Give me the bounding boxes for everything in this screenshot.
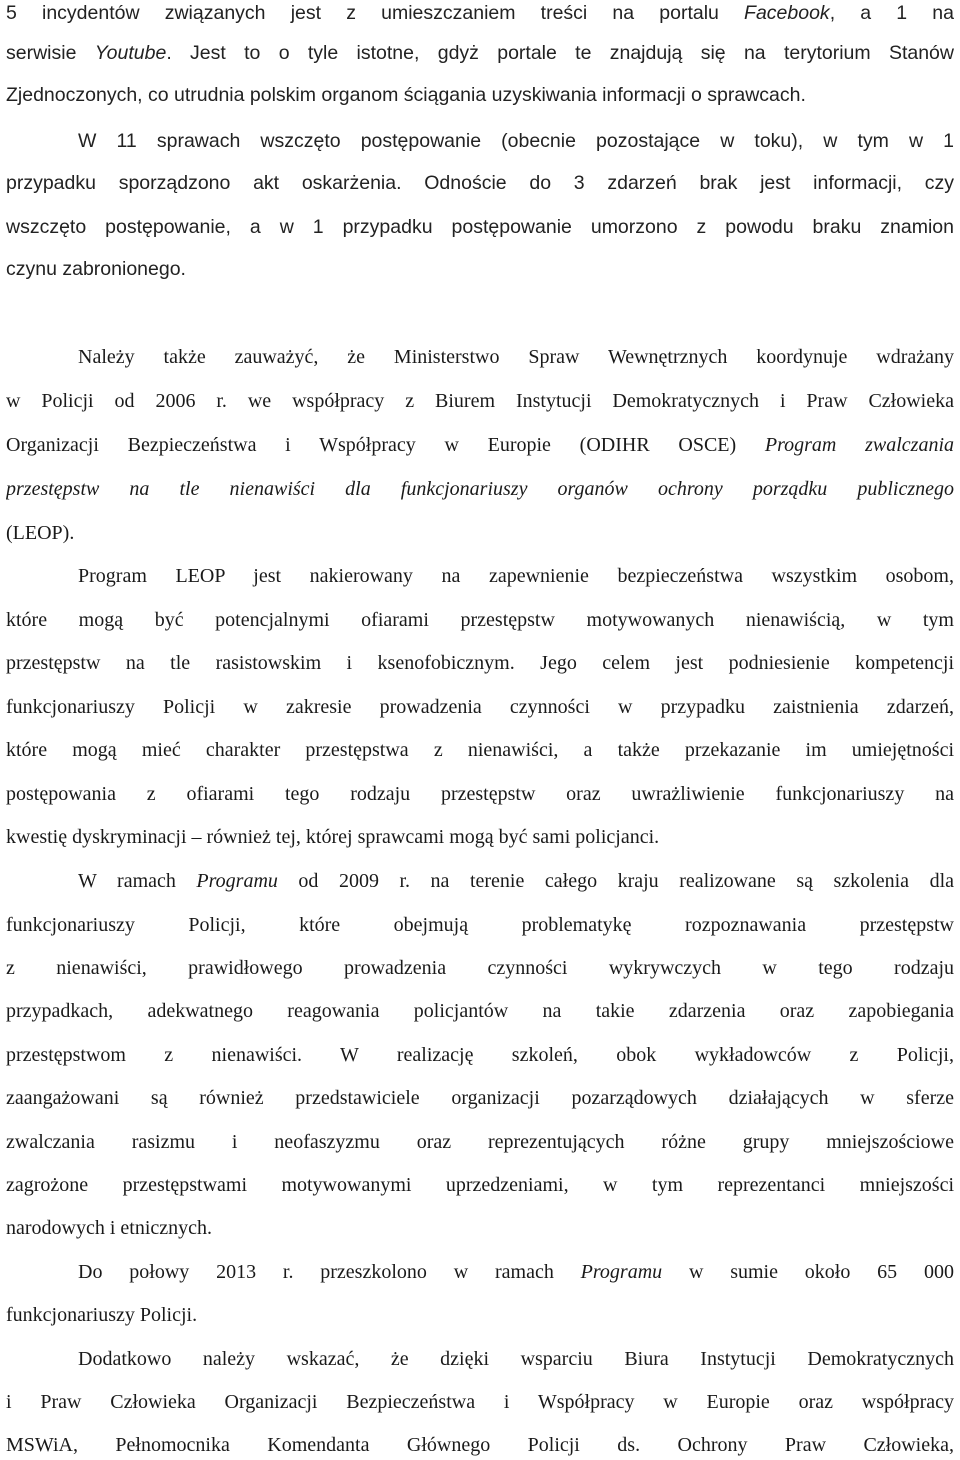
- text-span: Organizacji Bezpieczeństwa i Współpracy w Europie (ODIHR OSCE): [6, 434, 765, 456]
- text-line: MSWiA, Pełnomocnika Komendanta Głównego Policji ds. Ochrony Praw Człowieka,: [6, 1434, 954, 1456]
- italic-text: Programu: [196, 870, 278, 892]
- text-line: funkcjonariuszy Policji w zakresie prowadzenia czynności w przypadku zaistnienia zdarzeń,: [6, 696, 954, 718]
- text-line: przestępstwom z nienawiści. W realizację szkoleń, obok wykładowców z Policji,: [6, 1044, 954, 1066]
- text-line: [78, 866, 954, 896]
- text-line: postępowania z ofiarami tego rodzaju przestępstw oraz uwrażliwienie funkcjonariuszy na: [6, 783, 954, 805]
- text-span: w Policji od 2006 r.: [6, 390, 227, 412]
- text-line: Program LEOP jest nakierowany na zapewnienie bezpieczeństwa wszystkim osobom,: [78, 565, 954, 587]
- text-span: W ramach: [78, 870, 197, 892]
- text-line: i Praw Człowieka Organizacji Bezpieczeństwa i Współpracy w Europie oraz współpracy: [6, 1391, 954, 1413]
- text-line: [6, 474, 954, 504]
- italic-text: Program zwalczania: [764, 434, 954, 456]
- text-span: we współpracy z Biurem Instytucji Demokratycznych i Praw Człowieka: [226, 390, 954, 412]
- text-line: kwestię dyskryminacji – również tej, której sprawcami mogą być sami policjanci.: [6, 826, 660, 848]
- text-line: [6, 430, 954, 460]
- text-line: (LEOP).: [6, 522, 75, 544]
- text-line: Dodatkowo należy wskazać, że dzięki wsparciu Biura Instytucji Demokratycznych: [78, 1348, 954, 1370]
- text-line: wszczęto postępowanie, a w 1 przypadku postępowanie umorzono z powodu braku znamion: [6, 216, 954, 238]
- text-line: zagrożone przestępstwami motywowanymi uprzedzeniami, w tym reprezentanci mniejszości: [6, 1174, 954, 1196]
- text-line: przestępstw na tle rasistowskim i ksenofobicznym. Jego celem jest podniesienie kompetencji: [6, 652, 954, 674]
- text-line: narodowych i etnicznych.: [6, 1217, 213, 1239]
- text-line: zwalczania rasizmu i neofaszyzmu oraz reprezentujących różne grupy mniejszościowe: [6, 1131, 954, 1153]
- text-span: serwisie: [6, 42, 95, 64]
- text-span: , a 1 na: [829, 2, 954, 24]
- text-line: [6, 38, 954, 68]
- text-span: od 2009 r. na terenie całego kraju realizowane są szkolenia dla: [277, 870, 954, 892]
- text-line: z nienawiści, prawidłowego prowadzenia czynności wykrywczych w tego rodzaju: [6, 957, 954, 979]
- text-line: przypadkach, adekwatnego reagowania policjantów na takie zdarzenia oraz zapobiegania: [6, 1000, 954, 1022]
- text-line: W 11 sprawach wszczęto postępowanie (obecnie pozostające w toku), w tym w 1: [78, 130, 954, 152]
- text-line: czynu zabronionego.: [6, 258, 186, 280]
- italic-text: Youtube: [94, 42, 167, 64]
- text-span: w sumie około 65 000: [662, 1261, 954, 1283]
- text-span: . Jest to o tyle istotne, gdyż portale te znajdują się na terytorium Stanów: [166, 42, 954, 64]
- text-line: [6, 0, 954, 28]
- text-line: które mogą być potencjalnymi ofiarami przestępstw motywowanych nienawiścią, w tym: [6, 609, 954, 631]
- text-line: [6, 386, 954, 416]
- text-line: funkcjonariuszy Policji.: [6, 1304, 198, 1326]
- italic-text: Programu: [580, 1261, 663, 1283]
- text-line: które mogą mieć charakter przestępstwa z nienawiści, a także przekazanie im umiejętności: [6, 739, 954, 761]
- italic-text: przestępstw na tle nienawiści dla funkcjonariuszy organów ochrony porządku publicznego: [6, 478, 954, 500]
- italic-text: Facebook: [744, 2, 830, 24]
- text-span: Do połowy 2013 r. przeszkolono w ramach: [78, 1261, 581, 1283]
- text-line: przypadku sporządzono akt oskarżenia. Odnoście do 3 zdarzeń brak jest informacji, czy: [6, 172, 954, 194]
- text-line: [78, 1257, 954, 1287]
- text-span: 5 incydentów związanych jest z umieszczaniem treści na portalu: [6, 2, 745, 24]
- text-line: Zjednoczonych, co utrudnia polskim organom ściągania uzyskiwania informacji o sprawcach.: [6, 84, 806, 106]
- text-line: Należy także zauważyć, że Ministerstwo Spraw Wewnętrznych koordynuje wdrażany: [78, 346, 954, 368]
- text-line: zaangażowani są również przedstawiciele organizacji pozarządowych działających w sferze: [6, 1087, 954, 1109]
- text-line: funkcjonariuszy Policji, które obejmują problematykę rozpoznawania przestępstw: [6, 914, 954, 936]
